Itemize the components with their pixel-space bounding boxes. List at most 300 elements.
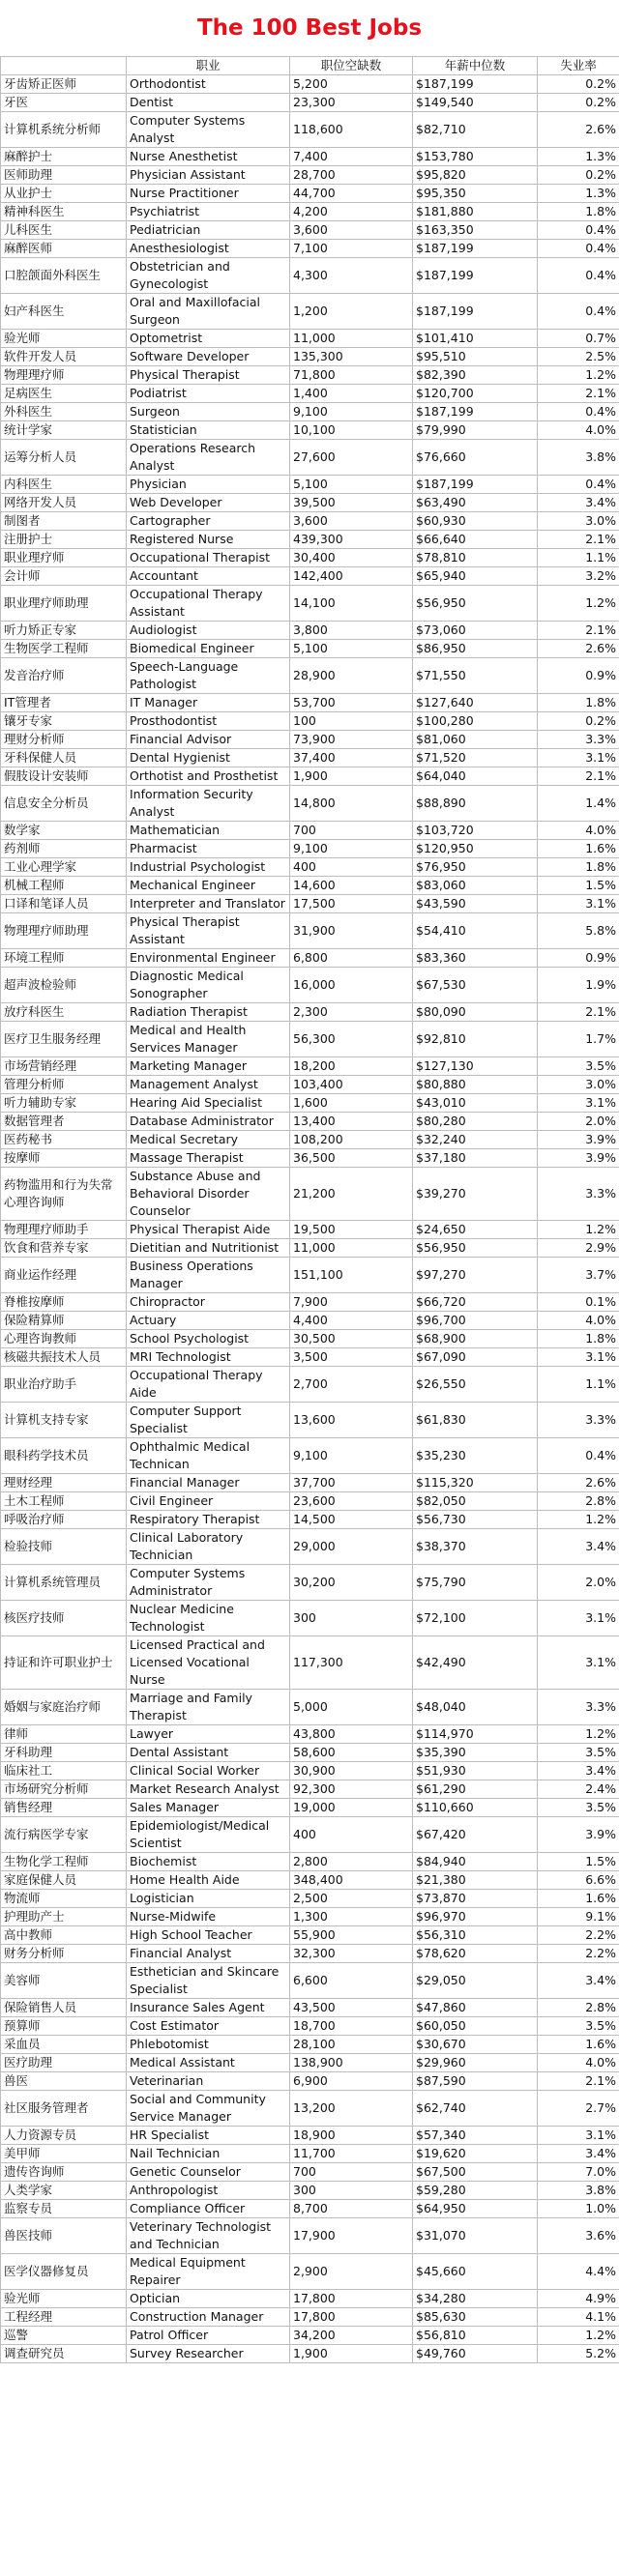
unemployment-cell: 4.0%	[538, 421, 619, 440]
salary-cell: $127,130	[413, 1057, 538, 1076]
table-row	[1, 1963, 619, 1999]
unemployment-cell: 1.5%	[538, 877, 619, 895]
openings-cell: 9,100	[290, 403, 413, 421]
unemployment-cell: 1.2%	[538, 586, 619, 622]
job-english-cell: Biomedical Engineer	[127, 640, 290, 658]
table-row	[1, 240, 619, 258]
unemployment-cell: 3.2%	[538, 567, 619, 586]
job-chinese-cell: 财务分析师	[1, 1945, 127, 1963]
job-english-cell: Esthetician and Skincare Specialist	[127, 1963, 290, 1999]
salary-cell: $29,960	[413, 2054, 538, 2072]
openings-cell: 23,600	[290, 1492, 413, 1511]
job-chinese-cell: 牙科保健人员	[1, 749, 127, 767]
salary-cell: $84,940	[413, 1853, 538, 1871]
unemployment-cell: 1.6%	[538, 1890, 619, 1908]
title-bar	[0, 0, 619, 56]
salary-cell: $78,810	[413, 549, 538, 567]
table-row	[1, 731, 619, 749]
unemployment-cell: 2.7%	[538, 2091, 619, 2127]
openings-cell: 13,400	[290, 1113, 413, 1131]
unemployment-cell: 0.2%	[538, 75, 619, 94]
salary-cell: $76,660	[413, 440, 538, 476]
job-chinese-cell: 信息安全分析员	[1, 786, 127, 822]
openings-cell: 43,500	[290, 1999, 413, 2017]
openings-cell: 14,500	[290, 1511, 413, 1529]
table-row	[1, 2072, 619, 2091]
unemployment-cell: 2.1%	[538, 622, 619, 640]
header-unemployment: 失业率	[538, 57, 619, 75]
table-row	[1, 913, 619, 949]
job-chinese-cell: 牙科助理	[1, 1744, 127, 1762]
table-row	[1, 786, 619, 822]
table-row	[1, 1348, 619, 1367]
table-row	[1, 421, 619, 440]
salary-cell: $45,660	[413, 2254, 538, 2290]
table-row	[1, 1690, 619, 1725]
unemployment-cell: 3.5%	[538, 2017, 619, 2036]
job-chinese-cell: 人类学家	[1, 2182, 127, 2200]
table-row	[1, 1725, 619, 1744]
job-chinese-cell: 管理分析师	[1, 1076, 127, 1094]
table-row	[1, 567, 619, 586]
header-cell-blank	[1, 57, 127, 75]
table-row	[1, 2145, 619, 2163]
salary-cell: $67,420	[413, 1817, 538, 1853]
job-chinese-cell: 麻醉护士	[1, 148, 127, 166]
openings-cell: 11,000	[290, 330, 413, 348]
job-english-cell: Market Research Analyst	[127, 1780, 290, 1799]
job-english-cell: Cartographer	[127, 512, 290, 531]
unemployment-cell: 3.9%	[538, 1817, 619, 1853]
table-row	[1, 75, 619, 94]
job-english-cell: Anesthesiologist	[127, 240, 290, 258]
job-chinese-cell: 医疗助理	[1, 2054, 127, 2072]
job-chinese-cell: 美容师	[1, 1963, 127, 1999]
job-chinese-cell: 验光师	[1, 330, 127, 348]
table-row	[1, 1312, 619, 1330]
unemployment-cell: 0.4%	[538, 258, 619, 294]
job-chinese-cell: 社区服务管理者	[1, 2091, 127, 2127]
unemployment-cell: 3.3%	[538, 1403, 619, 1438]
openings-cell: 30,400	[290, 549, 413, 567]
job-chinese-cell: 巡警	[1, 2327, 127, 2345]
job-english-cell: Physical Therapist Aide	[127, 1221, 290, 1239]
openings-cell: 6,600	[290, 1963, 413, 1999]
table-row	[1, 2290, 619, 2308]
job-english-cell: Home Health Aide	[127, 1871, 290, 1890]
salary-cell: $95,350	[413, 185, 538, 203]
table-row	[1, 968, 619, 1003]
openings-cell: 1,200	[290, 294, 413, 330]
salary-cell: $114,970	[413, 1725, 538, 1744]
table-row	[1, 2327, 619, 2345]
table-row	[1, 2182, 619, 2200]
job-chinese-cell: 工业心理学家	[1, 858, 127, 877]
job-english-cell: Computer Systems Analyst	[127, 112, 290, 148]
openings-cell: 17,800	[290, 2308, 413, 2327]
table-row	[1, 1999, 619, 2017]
job-english-cell: Occupational Therapist	[127, 549, 290, 567]
openings-cell: 28,100	[290, 2036, 413, 2054]
openings-cell: 18,900	[290, 2127, 413, 2145]
openings-cell: 28,900	[290, 658, 413, 694]
table-row	[1, 1744, 619, 1762]
salary-cell: $97,270	[413, 1258, 538, 1293]
job-english-cell: Obstetrician and Gynecologist	[127, 258, 290, 294]
table-row	[1, 1511, 619, 1529]
unemployment-cell: 1.8%	[538, 694, 619, 712]
job-english-cell: MRI Technologist	[127, 1348, 290, 1367]
job-chinese-cell: 听力辅助专家	[1, 1094, 127, 1113]
unemployment-cell: 1.1%	[538, 549, 619, 567]
openings-cell: 36,500	[290, 1149, 413, 1168]
unemployment-cell: 2.1%	[538, 1003, 619, 1022]
job-chinese-cell: 内科医生	[1, 476, 127, 494]
openings-cell: 400	[290, 858, 413, 877]
table-row	[1, 2036, 619, 2054]
openings-cell: 2,500	[290, 1890, 413, 1908]
job-english-cell: Podiatrist	[127, 385, 290, 403]
openings-cell: 300	[290, 1601, 413, 1636]
salary-cell: $115,320	[413, 1474, 538, 1492]
job-chinese-cell: 假肢设计安装师	[1, 767, 127, 786]
openings-cell: 5,000	[290, 1690, 413, 1725]
job-chinese-cell: 保险销售人员	[1, 1999, 127, 2017]
openings-cell: 27,600	[290, 440, 413, 476]
openings-cell: 30,900	[290, 1762, 413, 1780]
unemployment-cell: 3.5%	[538, 1744, 619, 1762]
job-english-cell: Logistician	[127, 1890, 290, 1908]
unemployment-cell: 1.3%	[538, 148, 619, 166]
salary-cell: $47,860	[413, 1999, 538, 2017]
salary-cell: $67,530	[413, 968, 538, 1003]
salary-cell: $81,060	[413, 731, 538, 749]
job-chinese-cell: 软件开发人员	[1, 348, 127, 366]
unemployment-cell: 2.6%	[538, 1474, 619, 1492]
unemployment-cell: 3.7%	[538, 1258, 619, 1293]
salary-cell: $51,930	[413, 1762, 538, 1780]
openings-cell: 1,400	[290, 385, 413, 403]
job-chinese-cell: 足病医生	[1, 385, 127, 403]
job-chinese-cell: 会计师	[1, 567, 127, 586]
salary-cell: $75,790	[413, 1565, 538, 1601]
table-row	[1, 858, 619, 877]
salary-cell: $73,870	[413, 1890, 538, 1908]
unemployment-cell: 1.4%	[538, 786, 619, 822]
job-english-cell: Construction Manager	[127, 2308, 290, 2327]
table-row	[1, 385, 619, 403]
openings-cell: 7,100	[290, 240, 413, 258]
job-english-cell: Marketing Manager	[127, 1057, 290, 1076]
salary-cell: $92,810	[413, 1022, 538, 1057]
job-english-cell: Physician Assistant	[127, 166, 290, 185]
openings-cell: 17,900	[290, 2218, 413, 2254]
table-row	[1, 622, 619, 640]
job-english-cell: Cost Estimator	[127, 2017, 290, 2036]
job-chinese-cell: 市场营销经理	[1, 1057, 127, 1076]
job-chinese-cell: 口腔颌面外科医生	[1, 258, 127, 294]
job-english-cell: Veterinarian	[127, 2072, 290, 2091]
job-english-cell: Compliance Officer	[127, 2200, 290, 2218]
unemployment-cell: 2.8%	[538, 1999, 619, 2017]
openings-cell: 43,800	[290, 1725, 413, 1744]
openings-cell: 73,900	[290, 731, 413, 749]
job-english-cell: Accountant	[127, 567, 290, 586]
openings-cell: 9,100	[290, 840, 413, 858]
salary-cell: $43,590	[413, 895, 538, 913]
unemployment-cell: 0.2%	[538, 166, 619, 185]
job-english-cell: Statistician	[127, 421, 290, 440]
salary-cell: $127,640	[413, 694, 538, 712]
unemployment-cell: 3.5%	[538, 1799, 619, 1817]
salary-cell: $48,040	[413, 1690, 538, 1725]
salary-cell: $120,700	[413, 385, 538, 403]
salary-cell: $71,520	[413, 749, 538, 767]
table-row	[1, 1076, 619, 1094]
job-chinese-cell: 数据管理者	[1, 1113, 127, 1131]
table-row	[1, 1293, 619, 1312]
salary-cell: $86,950	[413, 640, 538, 658]
unemployment-cell: 0.4%	[538, 294, 619, 330]
openings-cell: 103,400	[290, 1076, 413, 1094]
unemployment-cell: 1.8%	[538, 203, 619, 221]
unemployment-cell: 1.0%	[538, 2200, 619, 2218]
job-english-cell: Medical Assistant	[127, 2054, 290, 2072]
salary-cell: $64,040	[413, 767, 538, 786]
table-row	[1, 1003, 619, 1022]
salary-cell: $62,740	[413, 2091, 538, 2127]
job-english-cell: Massage Therapist	[127, 1149, 290, 1168]
unemployment-cell: 2.8%	[538, 1492, 619, 1511]
job-chinese-cell: 美甲师	[1, 2145, 127, 2163]
salary-cell: $56,810	[413, 2327, 538, 2345]
unemployment-cell: 2.9%	[538, 1239, 619, 1258]
unemployment-cell: 0.1%	[538, 1293, 619, 1312]
table-row	[1, 185, 619, 203]
unemployment-cell: 2.1%	[538, 767, 619, 786]
job-english-cell: Social and Community Service Manager	[127, 2091, 290, 2127]
table-row	[1, 440, 619, 476]
job-chinese-cell: 发音治疗师	[1, 658, 127, 694]
unemployment-cell: 3.3%	[538, 1168, 619, 1221]
job-chinese-cell: 生物医学工程师	[1, 640, 127, 658]
table-row	[1, 1565, 619, 1601]
salary-cell: $149,540	[413, 94, 538, 112]
job-english-cell: Computer Systems Administrator	[127, 1565, 290, 1601]
job-chinese-cell: 市场研究分析师	[1, 1780, 127, 1799]
job-chinese-cell: 物理理疗师	[1, 366, 127, 385]
table-row	[1, 1890, 619, 1908]
job-english-cell: Radiation Therapist	[127, 1003, 290, 1022]
openings-cell: 13,600	[290, 1403, 413, 1438]
openings-cell: 2,700	[290, 1367, 413, 1403]
job-english-cell: Operations Research Analyst	[127, 440, 290, 476]
table-row	[1, 877, 619, 895]
job-chinese-cell: 兽医技师	[1, 2218, 127, 2254]
salary-cell: $56,310	[413, 1926, 538, 1945]
job-chinese-cell: 医疗卫生服务经理	[1, 1022, 127, 1057]
openings-cell: 1,900	[290, 767, 413, 786]
job-chinese-cell: 保险精算师	[1, 1312, 127, 1330]
job-chinese-cell: 呼吸治疗师	[1, 1511, 127, 1529]
salary-cell: $87,590	[413, 2072, 538, 2091]
job-chinese-cell: 生物化学工程师	[1, 1853, 127, 1871]
table-row	[1, 1022, 619, 1057]
salary-cell: $37,180	[413, 1149, 538, 1168]
salary-cell: $187,199	[413, 240, 538, 258]
job-english-cell: IT Manager	[127, 694, 290, 712]
table-row	[1, 348, 619, 366]
table-row	[1, 1367, 619, 1403]
job-chinese-cell: 职业治疗助手	[1, 1367, 127, 1403]
salary-cell: $35,390	[413, 1744, 538, 1762]
job-english-cell: Civil Engineer	[127, 1492, 290, 1511]
table-row	[1, 1853, 619, 1871]
job-chinese-cell: 计算机系统分析师	[1, 112, 127, 148]
unemployment-cell: 0.7%	[538, 330, 619, 348]
job-chinese-cell: 律师	[1, 1725, 127, 1744]
salary-cell: $163,350	[413, 221, 538, 240]
table-row	[1, 1094, 619, 1113]
unemployment-cell: 3.0%	[538, 512, 619, 531]
job-chinese-cell: 核医疗技师	[1, 1601, 127, 1636]
salary-cell: $57,340	[413, 2127, 538, 2145]
job-english-cell: Mechanical Engineer	[127, 877, 290, 895]
job-chinese-cell: 职业理疗师	[1, 549, 127, 567]
openings-cell: 17,800	[290, 2290, 413, 2308]
job-english-cell: Financial Manager	[127, 1474, 290, 1492]
job-chinese-cell: 检验技师	[1, 1529, 127, 1565]
job-english-cell: Clinical Laboratory Technician	[127, 1529, 290, 1565]
job-chinese-cell: IT管理者	[1, 694, 127, 712]
table-row	[1, 221, 619, 240]
salary-cell: $49,760	[413, 2345, 538, 2363]
openings-cell: 3,800	[290, 622, 413, 640]
job-chinese-cell: 工程经理	[1, 2308, 127, 2327]
job-chinese-cell: 理财分析师	[1, 731, 127, 749]
job-chinese-cell: 临床社工	[1, 1762, 127, 1780]
table-row	[1, 1149, 619, 1168]
openings-cell: 300	[290, 2182, 413, 2200]
salary-cell: $35,230	[413, 1438, 538, 1474]
salary-cell: $32,240	[413, 1131, 538, 1149]
table-row	[1, 2127, 619, 2145]
table-row	[1, 330, 619, 348]
openings-cell: 151,100	[290, 1258, 413, 1293]
job-chinese-cell: 流行病医学专家	[1, 1817, 127, 1853]
job-chinese-cell: 心理咨询教师	[1, 1330, 127, 1348]
salary-cell: $42,490	[413, 1636, 538, 1690]
table-row	[1, 1474, 619, 1492]
unemployment-cell: 3.8%	[538, 2182, 619, 2200]
openings-cell: 23,300	[290, 94, 413, 112]
openings-cell: 9,100	[290, 1438, 413, 1474]
job-english-cell: Occupational Therapy Aide	[127, 1367, 290, 1403]
job-english-cell: Dental Assistant	[127, 1744, 290, 1762]
salary-cell: $187,199	[413, 476, 538, 494]
table-row	[1, 1330, 619, 1348]
table-row	[1, 1258, 619, 1293]
unemployment-cell: 5.2%	[538, 2345, 619, 2363]
salary-cell: $80,090	[413, 1003, 538, 1022]
openings-cell: 34,200	[290, 2327, 413, 2345]
unemployment-cell: 0.4%	[538, 403, 619, 421]
unemployment-cell: 0.4%	[538, 1438, 619, 1474]
unemployment-cell: 0.9%	[538, 658, 619, 694]
table-row	[1, 203, 619, 221]
openings-cell: 21,200	[290, 1168, 413, 1221]
job-english-cell: Dietitian and Nutritionist	[127, 1239, 290, 1258]
openings-cell: 4,300	[290, 258, 413, 294]
job-english-cell: Business Operations Manager	[127, 1258, 290, 1293]
job-english-cell: Physician	[127, 476, 290, 494]
job-english-cell: Epidemiologist/Medical Scientist	[127, 1817, 290, 1853]
unemployment-cell: 1.6%	[538, 840, 619, 858]
job-chinese-cell: 精神科医生	[1, 203, 127, 221]
job-english-cell: Oral and Maxillofacial Surgeon	[127, 294, 290, 330]
salary-cell: $96,700	[413, 1312, 538, 1330]
salary-cell: $61,290	[413, 1780, 538, 1799]
job-chinese-cell: 遗传咨询师	[1, 2163, 127, 2182]
salary-cell: $80,280	[413, 1113, 538, 1131]
openings-cell: 3,600	[290, 512, 413, 531]
unemployment-cell: 1.9%	[538, 968, 619, 1003]
openings-cell: 44,700	[290, 185, 413, 203]
header-job: 职业	[127, 57, 290, 75]
salary-cell: $83,360	[413, 949, 538, 968]
job-chinese-cell: 家庭保健人员	[1, 1871, 127, 1890]
job-chinese-cell: 医师助理	[1, 166, 127, 185]
salary-cell: $95,820	[413, 166, 538, 185]
unemployment-cell: 1.2%	[538, 1725, 619, 1744]
salary-cell: $73,060	[413, 622, 538, 640]
openings-cell: 3,600	[290, 221, 413, 240]
unemployment-cell: 3.4%	[538, 1529, 619, 1565]
job-english-cell: Insurance Sales Agent	[127, 1999, 290, 2017]
table-row	[1, 658, 619, 694]
salary-cell: $68,900	[413, 1330, 538, 1348]
openings-cell: 32,300	[290, 1945, 413, 1963]
salary-cell: $66,720	[413, 1293, 538, 1312]
openings-cell: 7,400	[290, 148, 413, 166]
job-english-cell: School Psychologist	[127, 1330, 290, 1348]
table-row	[1, 2308, 619, 2327]
openings-cell: 53,700	[290, 694, 413, 712]
header-openings: 职位空缺数	[290, 57, 413, 75]
openings-cell: 31,900	[290, 913, 413, 949]
salary-cell: $187,199	[413, 258, 538, 294]
salary-cell: $43,010	[413, 1094, 538, 1113]
table-row	[1, 1438, 619, 1474]
job-english-cell: Actuary	[127, 1312, 290, 1330]
job-english-cell: Occupational Therapy Assistant	[127, 586, 290, 622]
unemployment-cell: 3.8%	[538, 440, 619, 476]
unemployment-cell: 3.4%	[538, 1762, 619, 1780]
table-row	[1, 2200, 619, 2218]
job-english-cell: Optician	[127, 2290, 290, 2308]
job-chinese-cell: 统计学家	[1, 421, 127, 440]
table-row	[1, 366, 619, 385]
table-row	[1, 1529, 619, 1565]
salary-cell: $71,550	[413, 658, 538, 694]
unemployment-cell: 3.3%	[538, 731, 619, 749]
table-row	[1, 949, 619, 968]
job-chinese-cell: 高中教师	[1, 1926, 127, 1945]
openings-cell: 100	[290, 712, 413, 731]
unemployment-cell: 4.1%	[538, 2308, 619, 2327]
job-english-cell: Survey Researcher	[127, 2345, 290, 2363]
job-chinese-cell: 网络开发人员	[1, 494, 127, 512]
